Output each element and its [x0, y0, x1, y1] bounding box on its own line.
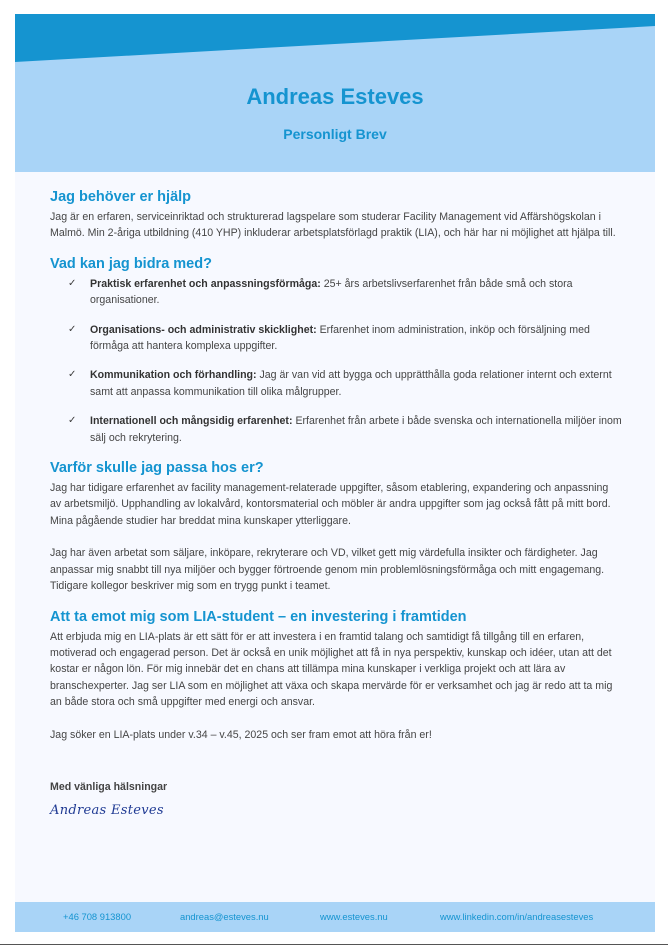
item-label: Praktisk erfarenhet och anpassningsförmåga: — [90, 277, 321, 290]
contact-footer — [15, 902, 655, 932]
section-title: Vad kan jag bidra med? — [50, 255, 212, 272]
section-lia — [50, 608, 622, 743]
item-label: Internationell och mångsidig erfarenhet: — [90, 415, 293, 428]
section-text: Jag är en erfaren, serviceinriktad och strukturerad lagspelare som studerar Facility Management vid Affärshögskolan i Malmö. Min 2-åriga utbildning (410 YHP) inkluderar arbetsplatsförlagd praktik (LIA), och här har ni möjlighet att hjälpa till. — [50, 211, 616, 240]
item-text: 25+ års arbetslivserfarenhet från både små och stora organisationer. — [90, 277, 573, 307]
section-title: Varför skulle jag passa hos er? — [50, 460, 264, 477]
page-bottom-divider — [0, 944, 668, 945]
check-icon: ✓ — [68, 323, 77, 335]
section-title: Jag behöver er hjälp — [50, 189, 192, 205]
section-title: Att ta emot mig som LIA-student – en investering i framtiden — [50, 608, 467, 625]
linkedin-link[interactable]: www.linkedin.com/in/andreasesteves — [440, 911, 594, 922]
website-link[interactable]: www.esteves.nu — [320, 911, 388, 922]
header-banner — [15, 14, 655, 172]
item-text: Erfarenhet från arbete i både svenska och internationella miljöer inom sälj och rekrytering. — [90, 415, 622, 444]
section-help — [50, 188, 622, 242]
section-paragraph: Jag har tidigare erfarenhet av facility management-relaterade uppgifter, såsom etablering, expandering och anpassning av arbetsmiljö. Upphandling av lokalvård, kontorsmaterial och möbler är andra uppgifter som jag också fått på mitt bord. Mina pågående studier har breddat mina kunskaper ytterliggare. — [50, 482, 611, 527]
item-text: Jag är van vid att bygga och upprätthålla goda relationer internt och externt samt att anpassa kommunikation till olika målgrupper. — [90, 369, 612, 398]
email-link[interactable]: andreas@esteves.nu — [180, 911, 269, 922]
item-text: Erfarenhet inom administration, inköp och försäljning med förmåga att hantera komplexa uppgifter. — [90, 323, 590, 353]
check-icon: ✓ — [68, 277, 77, 289]
list-item — [68, 322, 622, 355]
skills-list — [50, 276, 622, 446]
document-subtitle: Personligt Brev — [283, 126, 387, 142]
item-label: Organisations- och administrativ skicklighet: — [90, 323, 317, 336]
section-paragraph: Att erbjuda mig en LIA-plats är ett sätt för er att investera i en framtid talang och samtidigt få tillgång till en erfaren, motiverad och engagerad person. Det är också en unik möjlighet att få in nya perspektiv, kunskap och idéer, utan att det kostar er någon lön. För mig innebär det en chans att tillämpa mina kunskaper i verkliga projekt och att lära av branschexperter. Jag ser LIA som en möjlighet att växa och skapa mervärde för er verksamhet och jag är redo att ta mig an både stora och små uppgifter med energi och ansvar. — [50, 630, 613, 709]
section-paragraph: Jag söker en LIA-plats under v.34 – v.45, 2025 och ser fram emot att höra från er! — [50, 728, 432, 741]
check-icon: ✓ — [68, 369, 77, 381]
item-label: Kommunikation och förhandling: — [90, 369, 257, 382]
phone-number[interactable]: +46 708 913800 — [63, 911, 132, 922]
section-fit — [50, 459, 622, 594]
letter-body — [50, 188, 622, 818]
section-contribute — [50, 255, 622, 446]
list-item — [68, 367, 622, 400]
signature: Andreas Esteves — [50, 802, 164, 818]
list-item — [68, 413, 622, 446]
letter-page — [15, 14, 655, 932]
closing-greeting: Med vänliga hälsningar — [50, 780, 168, 793]
check-icon: ✓ — [68, 415, 77, 427]
section-paragraph: Jag har även arbetat som säljare, inköpare, rekryterare och VD, vilket gett mig värdefulla insikter och färdigheter. Jag anpassar mig snabbt till nya miljöer och bygger förtroende genom min problemlösningsförmåga och mitt engagemang. Tidigare kollegor beskriver mig som en trygg punkt i teamet. — [50, 547, 605, 593]
list-item — [68, 276, 622, 309]
applicant-name: Andreas Esteves — [246, 84, 424, 109]
